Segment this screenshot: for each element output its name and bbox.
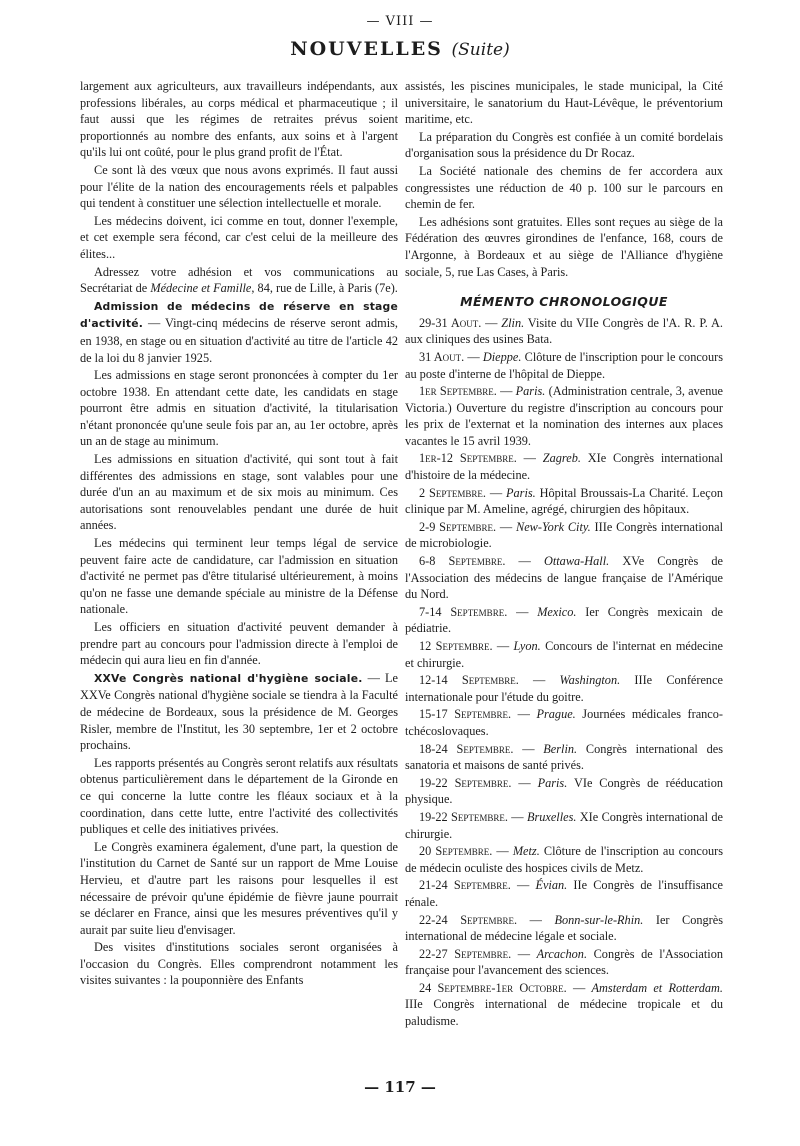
memento-place: Paris.	[537, 775, 568, 790]
memento-date: 22-27 Septembre.	[419, 946, 512, 961]
memento-place: Prague.	[536, 707, 576, 722]
memento-place: Berlin.	[543, 741, 578, 756]
journal-name: Médecine et Famille	[150, 281, 252, 296]
section-heading: Admission de médecins de réserve en stage d'activité.	[80, 299, 398, 331]
page-title	[0, 38, 800, 60]
left-paragraph: Les médecins doivent, ici comme en tout, donner l'exemple, et cet exemple sera fécond, car c'est celui de la meilleure des élites...	[80, 213, 398, 261]
memento-text: XIe Congrès international d'histoire de la médecine.	[405, 451, 723, 483]
address-text: , 84, rue de Lille, à Paris (7e).	[251, 281, 398, 296]
memento-heading: MÉMENTO CHRONOLOGIQUE	[460, 294, 668, 310]
memento-date: 2 Septembre.	[419, 485, 486, 500]
memento-entry: 31 Aout. — Dieppe. Clôture de l'inscription pour le concours au poste d'interne de l'hôpital de Dieppe.	[405, 349, 723, 381]
memento-place: Paris.	[515, 384, 546, 399]
page-roman-numeral: — VIII —	[366, 14, 434, 29]
memento-entry: 6-8 Septembre. — Ottawa-Hall. XVe Congrès de l'Association des médecins de langue française de l'Amérique du Nord.	[405, 554, 723, 602]
section-body: — Le XXVe Congrès national d'hygiène sociale se tiendra à la Faculté de médecine de Bordeaux, sous la présidence de M. Georges Risler, membre de l'Institut, les 30 septembre, 1er et 2 octobre prochains.	[80, 670, 399, 753]
memento-entry: 2 Septembre. — Paris. Hôpital Broussais-La Charité. Leçon clinique par M. Ameline, agrégé, chirurgien des hôpitaux.	[405, 485, 723, 517]
memento-date: 18-24 Septembre.	[419, 741, 514, 756]
memento-date: 2-9 Septembre.	[419, 519, 497, 534]
left-paragraph	[80, 298, 398, 366]
memento-text: IIIe Congrès international de médecine tropicale et du paludisme.	[405, 997, 723, 1029]
memento-entry: 19-22 Septembre. — Bruxelles. XIe Congrès international de chirurgie.	[405, 809, 723, 841]
memento-place: Washington.	[559, 673, 621, 688]
memento-place: Ottawa-Hall.	[543, 554, 610, 569]
memento-text: XVe Congrès de l'Association des médecins de langue française de l'Amérique du Nord.	[405, 554, 723, 602]
memento-text: (Administration centrale, 3, avenue Victoria.) Ouverture du registre d'inscription au concours pour les prix de l'externat et la nomination des internes aux places vacantes le 15 avril 1939.	[405, 384, 723, 448]
memento-text: Clôture de l'inscription au concours de médecin oculiste des hospices civils de Metz.	[405, 844, 724, 875]
memento-text: Clôture de l'inscription pour le concours au poste d'interne de l'hôpital de Dieppe.	[405, 349, 723, 381]
memento-entry: 12-14 Septembre. — Washington. IIIe Conférence internationale pour l'étude du goitre.	[405, 673, 723, 704]
memento-date: 21-24 Septembre.	[419, 878, 511, 893]
memento-entry: 2-9 Septembre. — New-York City. IIIe Congrès international de microbiologie.	[405, 519, 724, 551]
memento-date: 20 Septembre.	[419, 844, 493, 859]
memento-text: Hôpital Broussais-La Charité. Leçon clinique par M. Ameline, agrégé, chirurgien des hôpitaux.	[405, 485, 723, 517]
memento-date: 12 Septembre.	[419, 639, 493, 653]
left-column	[80, 78, 398, 990]
memento-text: IIIe Congrès international de microbiologie.	[405, 519, 724, 551]
memento-date: 7-14 Septembre.	[419, 604, 508, 619]
memento-date: 22-24 Septembre.	[419, 912, 518, 927]
right-paragraph: assistés, les piscines municipales, le stade municipal, la Cité universitaire, le sanatorium du Haut-Lévêque, le préventorium maritime, etc.	[405, 79, 723, 127]
right-paragraph: Les adhésions sont gratuites. Elles sont reçues au siège de la Fédération des œuvres girondines de l'enfance, 168, cours de l'Argonne, à Bordeaux et au siège de l'Alliance d'hygiène sociale, 5, rue Las Cases, à Paris.	[405, 214, 723, 279]
memento-entry: 22-27 Septembre. — Arcachon. Congrès de l'Association française pour l'avancement des sciences.	[405, 946, 723, 978]
memento-date: 19-22 Septembre.	[419, 775, 512, 790]
left-paragraph: Des visites d'institutions sociales seront organisées à l'occasion du Congrès. Elles comprendront notamment les visites suivantes : la pouponnière des Enfants	[80, 940, 398, 988]
memento-place: Arcachon.	[536, 946, 588, 961]
memento-date: 12-14 Septembre.	[419, 673, 519, 688]
memento-place: Lyon.	[513, 639, 541, 653]
memento-entry: 21-24 Septembre. — Évian. IIe Congrès de l'insuffisance rénale.	[405, 878, 723, 909]
memento-date: 1er Septembre.	[419, 384, 497, 399]
memento-entry: 18-24 Septembre. — Berlin. Congrès international des sanatoria et maisons de santé privés.	[405, 741, 724, 773]
left-paragraph: largement aux agriculteurs, aux travailleurs indépendants, aux professions libérales, au corps médical et pharmaceutique ; il faut aussi que les régimes de retraites prévus soient proportionnés au nombre des enfants, aux soins et à l'argent qu'ils lui ont coûté, pour le plus grand profit de l'État.	[80, 79, 398, 160]
memento-text: Ier Congrès mexicain de pédiatrie.	[405, 604, 723, 636]
memento-entry: 20 Septembre. — Metz. Clôture de l'inscription au concours de médecin oculiste des hospices civils de Metz.	[405, 844, 724, 875]
memento-entry: 7-14 Septembre. — Mexico. Ier Congrès mexicain de pédiatrie.	[405, 604, 723, 636]
address-text: Adressez votre adhésion et vos communications au Secrétariat de	[80, 264, 398, 296]
memento-text: IIe Congrès de l'insuffisance rénale.	[405, 878, 723, 909]
memento-place: Zagreb.	[542, 451, 581, 466]
right-paragraph: La préparation du Congrès est confiée à un comité bordelais d'organisation sous la présidence du Dr Rocaz.	[405, 129, 723, 161]
memento-place: Dieppe.	[482, 349, 522, 364]
memento-text: Concours de l'internat en médecine et chirurgie.	[405, 639, 723, 670]
memento-date: 19-22 Septembre.	[419, 809, 508, 824]
memento-text: Congrès international des sanatoria et maisons de santé privés.	[405, 741, 724, 773]
memento-date: 29-31 Aout.	[419, 315, 482, 330]
memento-text: Visite du VIIe Congrès de l'A. R. P. A. aux cliniques des usines Bata.	[405, 315, 723, 347]
title-suite: (Suite)	[451, 40, 510, 60]
memento-place: Bonn-sur-le-Rhin.	[554, 912, 644, 927]
memento-text: VIe Congrès de rééducation physique.	[405, 775, 723, 807]
memento-entry: 1er-12 Septembre. — Zagreb. XIe Congrès international d'histoire de la médecine.	[405, 451, 723, 483]
memento-entry: 22-24 Septembre. — Bonn-sur-le-Rhin. Ier Congrès international de médecine légale et sociale.	[405, 912, 724, 944]
memento-entry: 24 Septembre-1er Octobre. — Amsterdam et Rotterdam. IIIe Congrès international de médecine tropicale et du paludisme.	[405, 980, 723, 1029]
title-main: NOUVELLES	[290, 38, 443, 60]
left-paragraph: Le Congrès examinera également, d'une part, la question de l'institution du Carnet de Santé sur un rapport de Mme Louise Hervieu, et d'autre part les raisons pour lesquelles il est nécessaire de prévoir qu'une épidémie de fièvre jaune pourrait se déclarer en France, ainsi que les mesures préventives qu'il y aurait par suite lieu d'envisager.	[80, 839, 398, 937]
memento-text: Congrès de l'Association française pour l'avancement des sciences.	[405, 946, 723, 978]
memento-place: Amsterdam et Rotterdam.	[591, 980, 723, 995]
page-number: — 117 —	[364, 1078, 436, 1096]
memento-text: Ier Congrès international de médecine légale et sociale.	[405, 912, 724, 944]
memento-entry: 19-22 Septembre. — Paris. VIe Congrès de rééducation physique.	[405, 775, 723, 807]
memento-text: IIIe Conférence internationale pour l'étude du goitre.	[405, 673, 723, 704]
memento-place: Bruxelles.	[526, 809, 577, 824]
right-column	[405, 78, 723, 1031]
left-paragraph: Les rapports présentés au Congrès seront relatifs aux résultats obtenus particulièrement dans le département de la Gironde en ce qui concerne la lutte contre les fléaux sociaux et à la coordination, dans cette lutte, entre l'activité des collectivités publiques et celle des initiatives privées.	[80, 755, 398, 837]
left-paragraph: Les admissions en situation d'activité, qui sont tout à fait différentes des admissions en stage, sont valables pour une durée d'un an au maximum et de six mois au minimum. Ces autorisations sont renouvelables pendant une durée de huit années.	[80, 452, 398, 533]
memento-date: 6-8 Septembre.	[419, 554, 506, 569]
memento-date: 31 Aout.	[419, 349, 465, 364]
left-paragraph: Ce sont là des vœux que nous avons exprimés. Il faut aussi pour l'élite de la nation des encouragements réels et palpables qui tendent à constituer une sélection intellectuelle et morale.	[80, 162, 398, 211]
memento-place: Évian.	[535, 878, 568, 893]
left-paragraph	[80, 670, 398, 754]
memento-entry: 29-31 Aout. — Zlin. Visite du VIIe Congrès de l'A. R. P. A. aux cliniques des usines Bata.	[405, 315, 723, 347]
memento-text: XIe Congrès international de chirurgie.	[405, 809, 723, 841]
left-paragraph: Les médecins qui terminent leur temps légal de service peuvent faire acte de candidature, car l'admission en situation d'activité ne permet pas d'être titularisé ultérieurement, à moins qu'on ne fasse une demande spéciale au ministre de la Défense nationale.	[80, 536, 398, 617]
memento-date: 24 Septembre-1er Octobre.	[419, 980, 567, 995]
memento-entry: 15-17 Septembre. — Prague. Journées médicales franco-tchécoslovaques.	[405, 707, 724, 738]
memento-list	[405, 315, 723, 1030]
memento-place: Metz.	[512, 844, 540, 859]
memento-entry: 12 Septembre. — Lyon. Concours de l'internat en médecine et chirurgie.	[405, 639, 723, 670]
memento-entry: 1er Septembre. — Paris. (Administration centrale, 3, avenue Victoria.) Ouverture du registre d'inscription au concours pour les prix de l'externat et la nomination des internes aux places vacantes le 15 avril 1939.	[405, 384, 723, 448]
memento-date: 15-17 Septembre.	[419, 707, 512, 722]
memento-place: New-York City.	[516, 519, 591, 534]
memento-place: Paris.	[506, 485, 536, 500]
memento-text: Journées médicales franco-tchécoslovaques.	[405, 707, 724, 738]
section-heading: XXVe Congrès national d'hygiène sociale.	[94, 671, 363, 685]
right-paragraph: La Société nationale des chemins de fer accordera aux congressistes une réduction de 40 p. 100 sur le parcours en chemin de fer.	[405, 163, 723, 212]
left-paragraph	[80, 264, 398, 297]
memento-date: 1er-12 Septembre.	[419, 451, 517, 466]
left-paragraph: Les officiers en situation d'activité peuvent demander à prendre part au concours pour l'admission directe à l'emploi de médecin qui aura lieu en fin d'année.	[80, 620, 398, 668]
section-body: — Vingt-cinq médecins de réserve seront admis, en 1938, en stage ou en situation d'activité au titre de l'article 42 de la loi du 8 janvier 1925.	[80, 316, 398, 365]
memento-place: Zlin.	[501, 315, 525, 330]
left-paragraph: Les admissions en stage seront prononcées à compter du 1er octobre 1938. En attendant cette date, les candidats en stage pourront être admis en situation d'activité, la titularisation n'étant prononcée qu'une seule fois par an, au 1er octobre, après un an de stage au minimum.	[80, 368, 398, 449]
memento-place: Mexico.	[537, 604, 577, 619]
